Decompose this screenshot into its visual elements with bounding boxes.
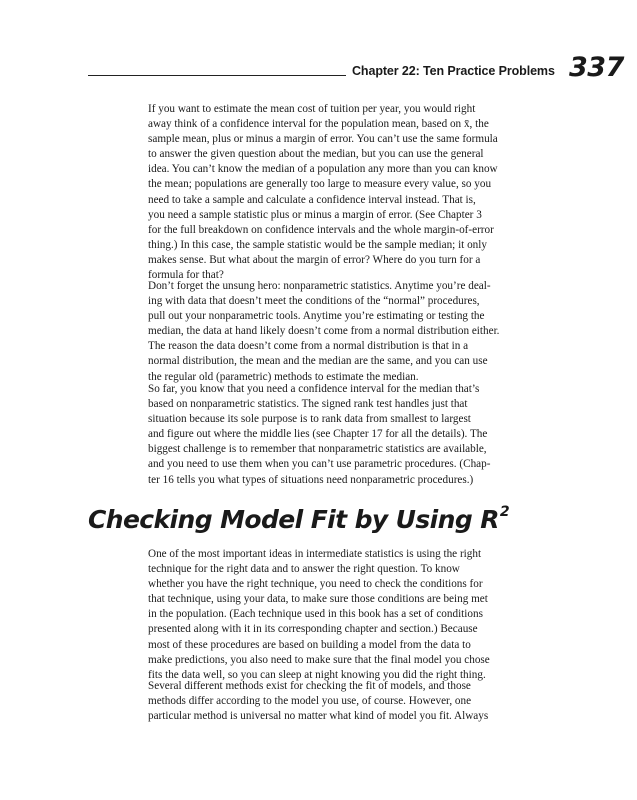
text-line: idea. You can’t know the median of a population any more than you can know [148, 163, 498, 176]
text-line: make predictions, you also need to make sure that the final model you chose [148, 653, 490, 666]
text-line: pull out your nonparametric tools. Anytime you’re estimating or testing the [148, 310, 485, 323]
chapter-title: Chapter 22: Ten Practice Problems [352, 64, 555, 78]
text-line: situation because its sole purpose is to rank data from smallest to largest [148, 413, 471, 426]
text-line: in the population. (Each technique used in this book has a set of conditions [148, 608, 483, 621]
text-line: the regular old (parametric) methods to estimate the median. [148, 370, 419, 383]
text-line: thing.) In this case, the sample statistic would be the sample median; it only [148, 238, 487, 251]
text-line: formula for that? [148, 269, 224, 282]
text-line: away think of a confidence interval for the population mean, based on x̄, the [148, 118, 489, 131]
text-line: whether you have the right technique, you need to check the conditions for [148, 578, 483, 591]
paragraph-text [148, 679, 548, 724]
text-line: presented along with it in its corresponding chapter and section.) Because [148, 623, 478, 636]
text-line: need to take a sample and calculate a confidence interval instead. That is, [148, 193, 476, 206]
text-line: Don’t forget the unsung hero: nonparametric statistics. Anytime you’re deal- [148, 280, 491, 292]
text-line: you need a sample statistic plus or minus a margin of error. (See Chapter 3 [148, 208, 482, 221]
section-heading-superscript: 2 [499, 504, 510, 520]
paragraph-text [148, 102, 548, 283]
text-line: sample mean, plus or minus a margin of error. You can’t use the same formula [148, 133, 498, 146]
section-heading [88, 504, 509, 534]
paragraph-text [148, 547, 548, 683]
paragraph-text [148, 279, 548, 385]
text-line: fits the data well, so you can sleep at night knowing you did the right thing. [148, 668, 486, 681]
text-line: the mean; populations are generally too large to measure every value, so you [148, 178, 492, 191]
body-paragraph [148, 679, 548, 724]
text-line: based on nonparametric statistics. The signed rank test handles just that [148, 398, 468, 411]
header-rule [88, 75, 346, 76]
text-line: that technique, using your data, to make sure those conditions are being met [148, 593, 488, 606]
section-heading-text: Checking Model Fit by Using R [88, 505, 499, 534]
text-line: to answer the given question about the median, but you can use the general [148, 148, 484, 161]
text-line: methods differ according to the model you use, of course. However, one [148, 695, 472, 708]
body-paragraph [148, 382, 548, 488]
paragraph-text [148, 382, 548, 488]
text-line: makes sense. But what about the margin of error? Where do you turn for a [148, 253, 481, 266]
text-line: ter 16 tells you what types of situations need nonparametric procedures.) [148, 473, 474, 486]
text-line: The reason the data doesn’t come from a normal distribution is that in a [148, 340, 469, 353]
body-paragraph [148, 547, 548, 683]
text-line: and figure out where the middle lies (see Chapter 17 for all the details). The [148, 428, 488, 441]
text-line: So far, you know that you need a confidence interval for the median that’s [148, 383, 480, 395]
text-line: most of these procedures are based on building a model from the data to [148, 638, 471, 651]
text-line: ing with data that doesn’t meet the conditions of the “normal” procedures, [148, 295, 480, 308]
text-line: normal distribution, the mean and the median are the same, and you can use [148, 355, 488, 368]
text-line: median, the data at hand likely doesn’t come from a normal distribution either. [148, 325, 500, 338]
text-line: biggest challenge is to remember that nonparametric statistics are available, [148, 443, 487, 456]
text-line: If you want to estimate the mean cost of tuition per year, you would right [148, 103, 476, 115]
page-number: 337 [569, 52, 624, 83]
text-line: particular method is universal no matter what kind of model you fit. Always [148, 710, 489, 723]
text-line: Several different methods exist for checking the fit of models, and those [148, 680, 471, 692]
text-line: for the full breakdown on confidence intervals and the whole margin-of-error [148, 223, 494, 236]
body-paragraph [148, 279, 548, 385]
body-paragraph [148, 102, 548, 283]
text-line: One of the most important ideas in intermediate statistics is using the right [148, 548, 482, 560]
text-line: and you need to use them when you can’t use parametric procedures. (Chap- [148, 458, 491, 471]
text-line: technique for the right data and to answer the right question. To know [148, 563, 460, 576]
